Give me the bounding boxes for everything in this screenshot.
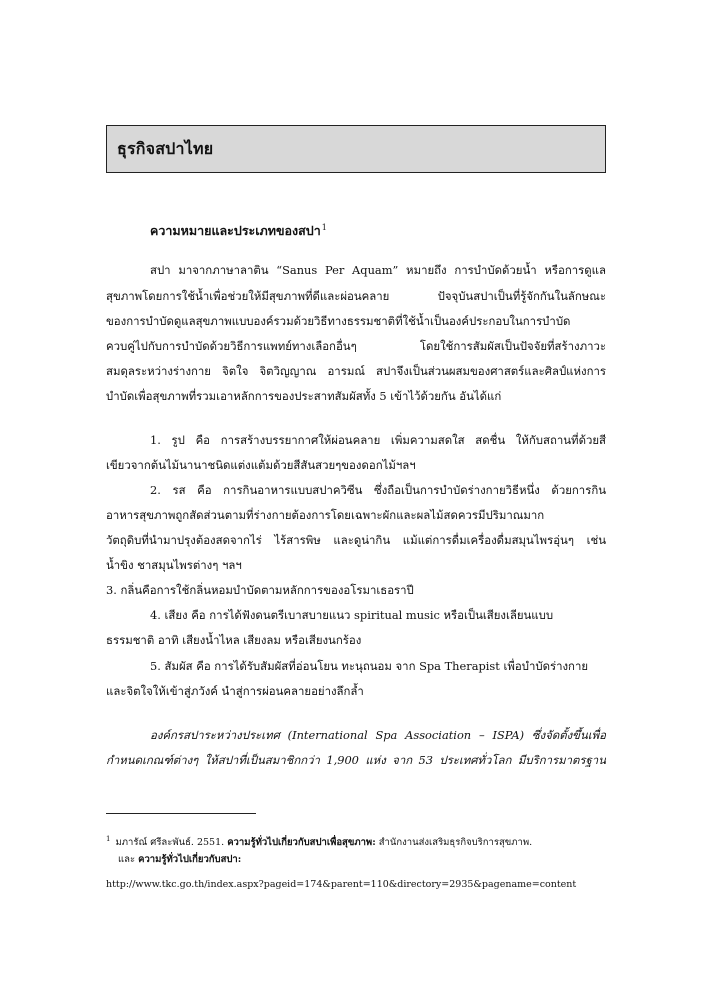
list-item-continuation: เขียวจากต้นไม้นานาชนิดแต่งแต้มด้วยสีสันสวยๆของดอกไม้ฯลฯ xyxy=(106,458,416,472)
paragraph-line: ของการบำบัดดูแลสุขภาพแบบองค์รวมด้วยวิธีทางธรรมชาติที่ใช้น้ำเป็นองค์ประกอบในการบำบัด xyxy=(106,314,571,328)
chapter-heading-box xyxy=(106,125,606,173)
footnote-author: มภารัณ์ ศรีละพันธ์. 2551. xyxy=(115,837,225,849)
list-item-continuation: น้ำขิง ชาสมุนไพรต่างๆ ฯลฯ xyxy=(106,558,242,572)
paragraph-line: สมดุลระหว่างร่างกาย จิตใจ จิตวิญญาณ อารมณ์ สปาจึงเป็นส่วนผสมของศาสตร์และศิลป์แห่งการ xyxy=(106,364,606,378)
footnote-title: ความรู้ทั่วไปเกี่ยวกับสปาเพื่อสุขภาพ: xyxy=(227,837,376,849)
paragraph-line: กำหนดเกณฑ์ต่างๆ ให้สปาที่เป็นสมาชิกกว่า 1,900 แห่ง จาก 53 ประเทศทั่วโลก มีบริการมาตรฐาน xyxy=(106,753,606,767)
section-title xyxy=(150,221,327,241)
footnote-publisher: สำนักงานส่งเสริมธุรกิจบริการสุขภาพ. xyxy=(378,837,533,849)
list-item: 3. กลิ่นคือการใช้กลิ่นหอมบำบัดตามหลักการของอโรมาเธอราปี xyxy=(106,583,414,597)
list-item-continuation: และจิตใจให้เข้าสู่ภวังค์ นำสู่การผ่อนคลายอย่างลึกล้ำ xyxy=(106,684,364,698)
paragraph-line: องค์กรสปาระหว่างประเทศ (International Spa Association – ISPA) ซึ่งจัดตั้งขึ้นเพื่อ xyxy=(150,728,606,742)
paragraph-line: บำบัดเพื่อสุขภาพที่รวมเอาหลักการของประสาทสัมผัสทั้ง 5 เข้าไว้ด้วยกัน อันได้แก่ xyxy=(106,389,502,403)
chapter-title: ธุรกิจสปาไทย xyxy=(117,138,214,158)
footnote-line xyxy=(106,833,532,849)
footnote-conjunction: และ xyxy=(118,854,136,865)
paragraph-line: สปา มาจากภาษาลาติน “Sanus Per Aquam” หมายถึง การบำบัดด้วยน้ำ หรือการดูแล xyxy=(150,263,606,277)
list-item: 1. รูป คือ การสร้างบรรยากาศให้ผ่อนคลาย เพิ่มความสดใส สดชื่น ให้กับสถานที่ด้วยสี xyxy=(150,433,606,447)
list-item-continuation: อาหารสุขภาพถูกสัดส่วนตามที่ร่างกายต้องการโดยเฉพาะผักและผลไม้สดควรมีปริมาณมาก xyxy=(106,508,545,522)
paragraph-line: สุขภาพโดยการใช้น้ำเพื่อช่วยให้มีสุขภาพที่ดีและผ่อนคลาย ปัจจุบันสปาเป็นที่รู้จักกันในลักษณะ xyxy=(106,289,606,303)
paragraph-line: ควบคู่ไปกับการบำบัดด้วยวิธีการแพทย์ทางเลือกอื่นๆ โดยใช้การสัมผัสเป็นปัจจัยที่สร้างภาวะ xyxy=(106,339,606,353)
list-item: 5. สัมผัส คือ การได้รับสัมผัสที่อ่อนโยน ทะนุถนอม จาก Spa Therapist เพื่อบำบัดร่างกาย xyxy=(150,659,589,673)
list-item-continuation: ธรรมชาติ อาทิ เสียงน้ำไหล เสียงลม หรือเสียงนกร้อง xyxy=(106,633,362,647)
footnote-reference: 1 xyxy=(321,222,327,232)
footnote-title: ความรู้ทั่วไปเกี่ยวกับสปา: xyxy=(138,854,242,865)
list-item-continuation: วัตถุดิบที่นำมาปรุงต้องสดจากไร่ ไร้สารพิษ และดูน่ากิน แม้แต่การดื่มเครื่องดื่มสมุนไพรอุ่นๆ เช่น xyxy=(106,533,606,547)
footnote-divider xyxy=(106,813,256,814)
list-item: 2. รส คือ การกินอาหารแบบสปาควิซีน ซึ่งถือเป็นการบำบัดร่างกายวิธีหนึ่ง ด้วยการกิน xyxy=(150,483,606,497)
footnote-line xyxy=(118,853,241,866)
footnote-marker: 1 xyxy=(106,835,111,843)
list-item: 4. เสียง คือ การได้ฟังดนตรีเบาสบายแนว spiritual music หรือเป็นเสียงเลียนแบบ xyxy=(150,608,554,622)
footnote-url: http://www.tkc.go.th/index.aspx?pageid=174&parent=110&directory=2935&pagename=content xyxy=(106,879,577,890)
section-title-text: ความหมายและประเภทของสปา xyxy=(150,223,321,238)
